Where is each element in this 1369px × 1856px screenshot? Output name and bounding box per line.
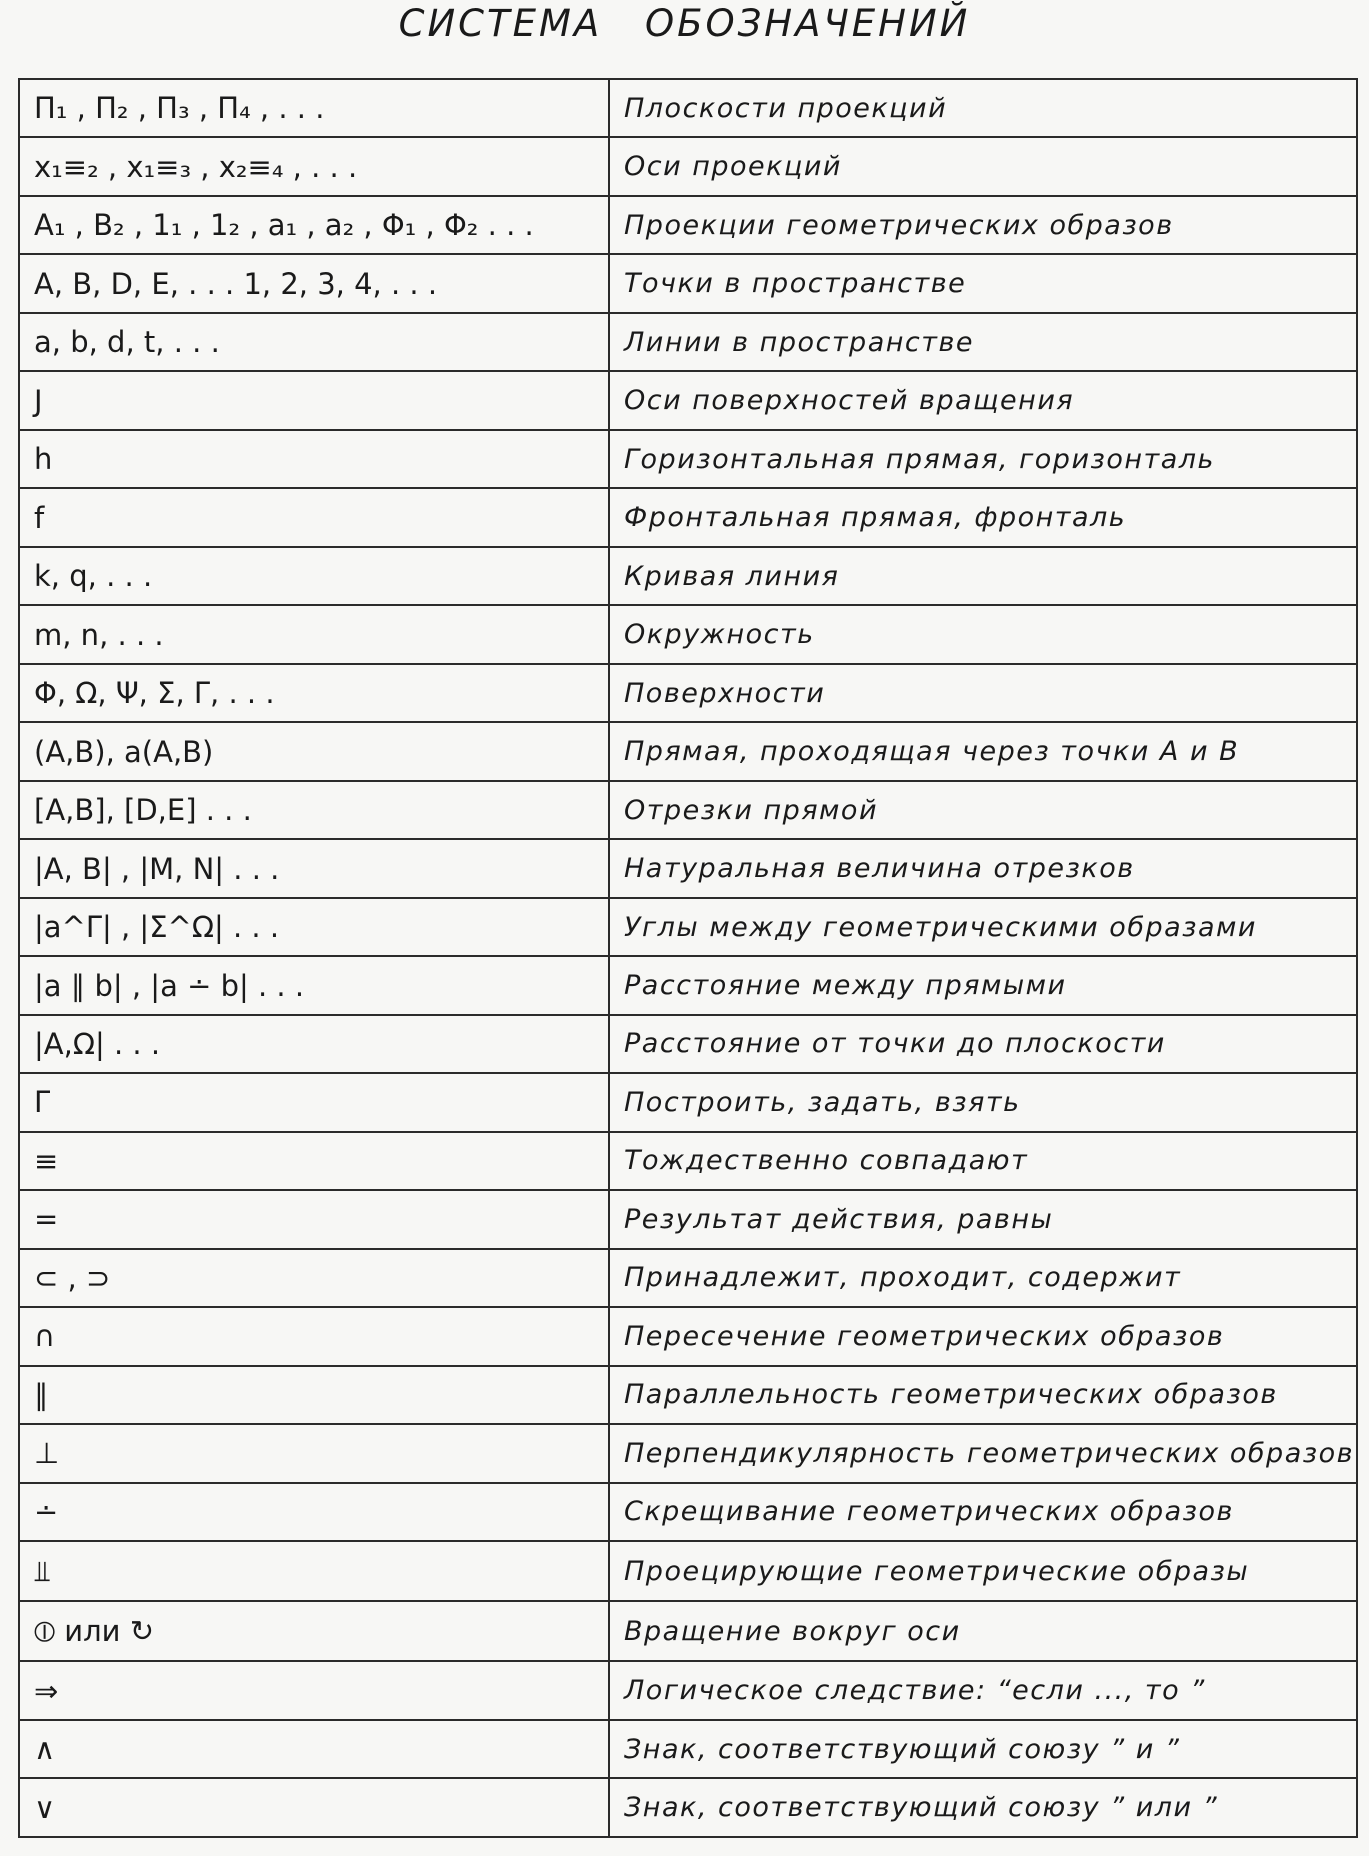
table-row <box>19 1366 1357 1424</box>
description-cell: Линии в пространстве <box>609 313 1357 371</box>
symbol-cell: A, B, D, E, . . . 1, 2, 3, 4, . . . <box>19 254 609 312</box>
description-cell: Тождественно совпадают <box>609 1132 1357 1190</box>
symbol-cell: Γ <box>19 1073 609 1131</box>
table-row <box>19 371 1357 429</box>
description-cell: Фронтальная прямая, фронталь <box>609 488 1357 546</box>
table-row <box>19 313 1357 371</box>
table-row <box>19 430 1357 488</box>
notation-table-body <box>19 79 1357 1837</box>
description-cell: Натуральная величина отрезков <box>609 839 1357 897</box>
table-row <box>19 722 1357 780</box>
table-row <box>19 1720 1357 1778</box>
symbol-cell: |A,Ω| . . . <box>19 1015 609 1073</box>
symbol-cell: h <box>19 430 609 488</box>
symbol-cell: ≡ <box>19 1132 609 1190</box>
table-row <box>19 1073 1357 1131</box>
symbol-cell: k, q, . . . <box>19 547 609 605</box>
symbol-cell: ⦶ или ↻ <box>19 1601 609 1661</box>
description-cell: Знак, соответствующий союзу ” или ” <box>609 1778 1357 1837</box>
table-row <box>19 196 1357 254</box>
symbol-cell: J <box>19 371 609 429</box>
description-cell: Оси проекций <box>609 137 1357 195</box>
table-row <box>19 1190 1357 1248</box>
description-cell: Кривая линия <box>609 547 1357 605</box>
symbol-cell: ⊂ , ⊃ <box>19 1249 609 1307</box>
notation-table <box>18 78 1358 1838</box>
description-cell: Расстояние между прямыми <box>609 956 1357 1014</box>
description-cell: Построить, задать, взять <box>609 1073 1357 1131</box>
description-cell: Поверхности <box>609 664 1357 722</box>
symbol-cell: |a^Γ| , |Σ^Ω| . . . <box>19 898 609 956</box>
symbol-cell: [A,B], [D,E] . . . <box>19 781 609 839</box>
description-cell: Проекции геометрических образов <box>609 196 1357 254</box>
table-row <box>19 1601 1357 1661</box>
table-row <box>19 605 1357 663</box>
table-row <box>19 1424 1357 1482</box>
symbol-cell: m, n, . . . <box>19 605 609 663</box>
description-cell: Отрезки прямой <box>609 781 1357 839</box>
symbol-cell: ∥ <box>19 1366 609 1424</box>
description-cell: Перпендикулярность геометрических образов <box>609 1424 1357 1482</box>
table-row <box>19 254 1357 312</box>
symbol-cell: f <box>19 488 609 546</box>
table-row <box>19 1249 1357 1307</box>
description-cell: Оси поверхностей вращения <box>609 371 1357 429</box>
description-cell: Параллельность геометрических образов <box>609 1366 1357 1424</box>
table-row <box>19 1307 1357 1365</box>
table-row <box>19 1661 1357 1719</box>
description-cell: Результат действия, равны <box>609 1190 1357 1248</box>
table-row <box>19 488 1357 546</box>
symbol-cell: ∩ <box>19 1307 609 1365</box>
symbol-cell: Π₁ , Π₂ , Π₃ , Π₄ , . . . <box>19 79 609 137</box>
description-cell: Плоскости проекций <box>609 79 1357 137</box>
table-row <box>19 1015 1357 1073</box>
page-title: СИСТЕМА ОБОЗНАЧЕНИЙ <box>398 2 971 45</box>
table-row <box>19 839 1357 897</box>
table-row <box>19 956 1357 1014</box>
table-row <box>19 1132 1357 1190</box>
description-cell: Горизонтальная прямая, горизонталь <box>609 430 1357 488</box>
table-row <box>19 547 1357 605</box>
symbol-cell: ∸ <box>19 1483 609 1541</box>
symbol-cell: Φ, Ω, Ψ, Σ, Γ, . . . <box>19 664 609 722</box>
symbol-cell: (A,B), a(A,B) <box>19 722 609 780</box>
description-cell: Прямая, проходящая через точки A и B <box>609 722 1357 780</box>
table-row <box>19 898 1357 956</box>
table-row <box>19 1778 1357 1837</box>
symbol-cell: a, b, d, t, . . . <box>19 313 609 371</box>
symbol-cell: ⇒ <box>19 1661 609 1719</box>
description-cell: Вращение вокруг оси <box>609 1601 1357 1661</box>
description-cell: Проецирующие геометрические образы <box>609 1541 1357 1601</box>
table-row <box>19 1541 1357 1601</box>
symbol-cell: x₁≡₂ , x₁≡₃ , x₂≡₄ , . . . <box>19 137 609 195</box>
table-row <box>19 79 1357 137</box>
table-row <box>19 137 1357 195</box>
description-cell: Скрещивание геометрических образов <box>609 1483 1357 1541</box>
description-cell: Логическое следствие: “если ..., то ” <box>609 1661 1357 1719</box>
symbol-cell: ∨ <box>19 1778 609 1837</box>
description-cell: Расстояние от точки до плоскости <box>609 1015 1357 1073</box>
description-cell: Углы между геометрическими образами <box>609 898 1357 956</box>
symbol-cell: |a ∥ b| , |a ∸ b| . . . <box>19 956 609 1014</box>
description-cell: Знак, соответствующий союзу ” и ” <box>609 1720 1357 1778</box>
description-cell: Точки в пространстве <box>609 254 1357 312</box>
table-row <box>19 1483 1357 1541</box>
description-cell: Пересечение геометрических образов <box>609 1307 1357 1365</box>
symbol-cell: ⫫ <box>19 1541 609 1601</box>
description-cell: Окружность <box>609 605 1357 663</box>
symbol-cell: ∧ <box>19 1720 609 1778</box>
table-row <box>19 781 1357 839</box>
table-row <box>19 664 1357 722</box>
symbol-cell: ⊥ <box>19 1424 609 1482</box>
symbol-cell: |A, B| , |M, N| . . . <box>19 839 609 897</box>
description-cell: Принадлежит, проходит, содержит <box>609 1249 1357 1307</box>
symbol-cell: = <box>19 1190 609 1248</box>
symbol-cell: A₁ , B₂ , 1₁ , 1₂ , a₁ , a₂ , Φ₁ , Φ₂ . . . <box>19 196 609 254</box>
